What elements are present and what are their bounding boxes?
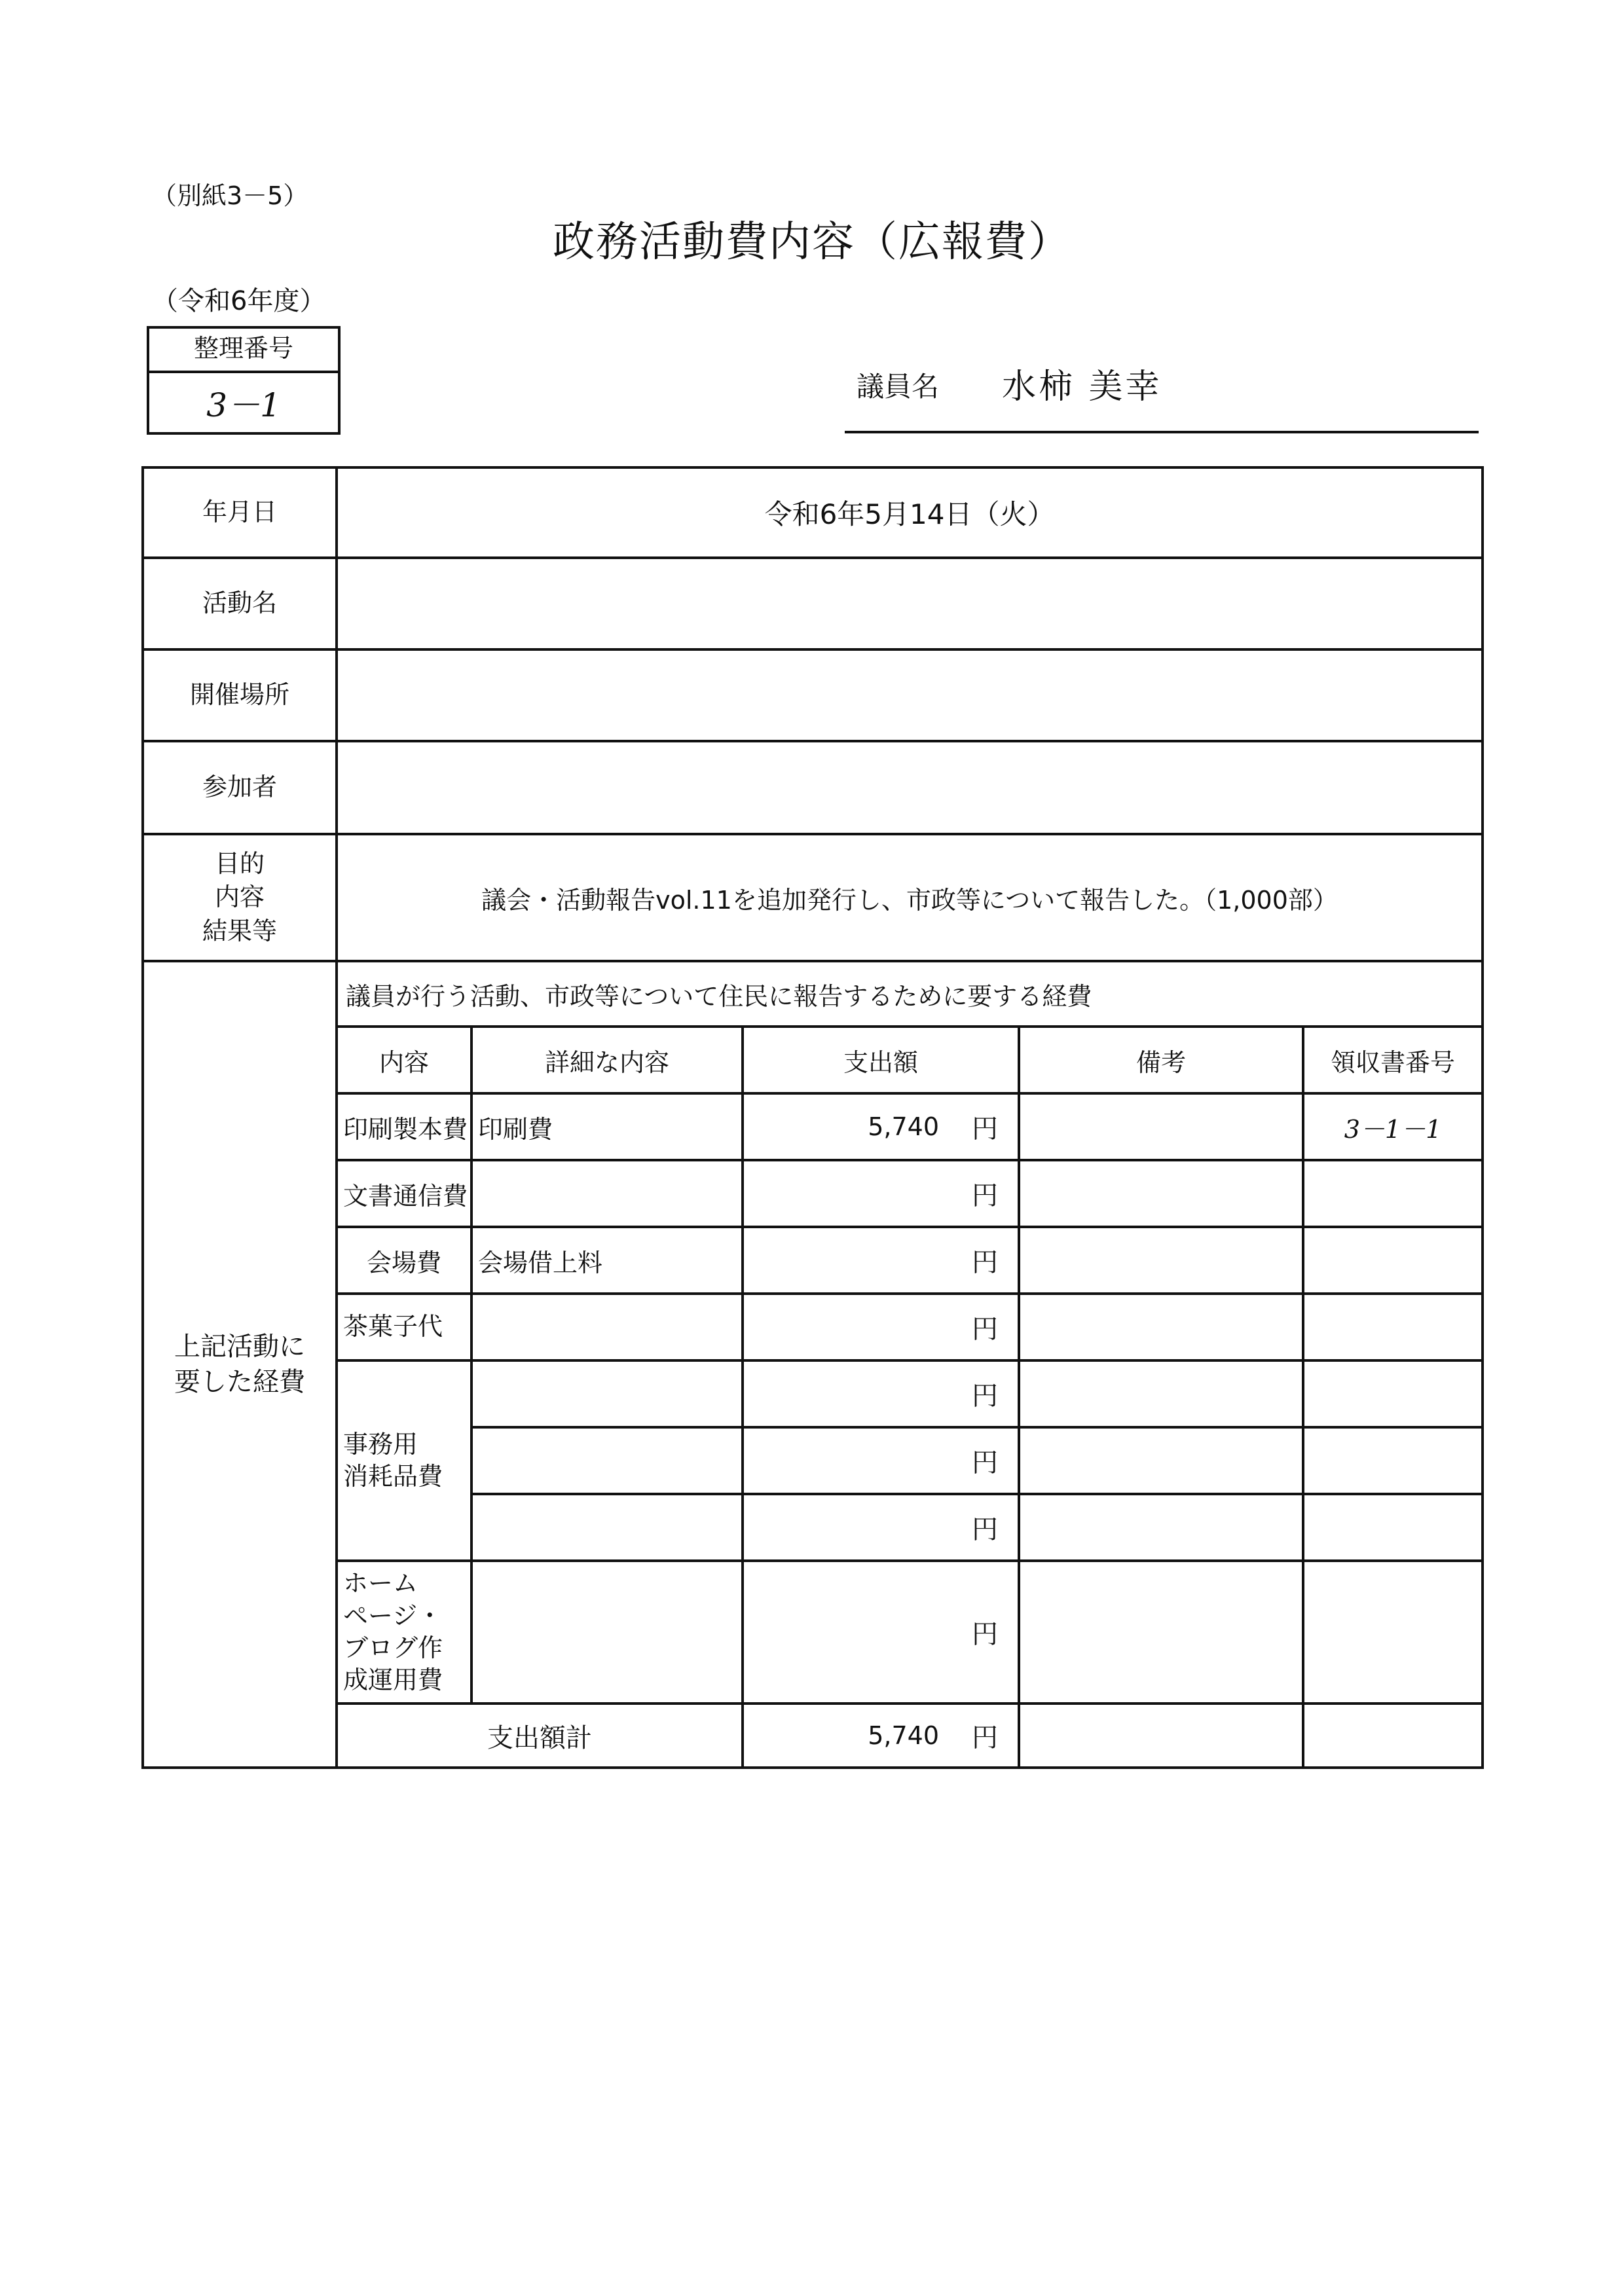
expense-amount: [743, 1093, 1019, 1160]
purpose-label-line-2: 内容: [214, 883, 265, 912]
expense-row: [143, 1160, 1483, 1227]
seiri-number-value: 3－1: [206, 386, 281, 424]
purpose-label-line-3: 結果等: [202, 916, 277, 945]
purpose-value: 議会・活動報告vol.11を追加発行し、市政等について報告した。（1,000部）: [337, 834, 1483, 961]
category-line-3: ブログ作: [343, 1633, 443, 1662]
expense-category: 印刷製本費: [337, 1093, 471, 1160]
receipt-number: [1303, 1561, 1483, 1704]
date-value: 令和6年5月14日（火）: [337, 467, 1483, 558]
yen-unit: 円: [972, 1247, 998, 1278]
expense-category: 茶菓子代: [337, 1294, 471, 1360]
category-line-2: 消耗品費: [343, 1462, 443, 1491]
expense-amount: [743, 1494, 1019, 1561]
category-line-2: ページ・: [343, 1601, 443, 1630]
expense-row: [143, 1294, 1483, 1360]
expense-detail: [471, 1561, 743, 1704]
expense-section-label-line-1: 上記活動に: [174, 1332, 305, 1362]
total-amount-value: 5,740: [868, 1721, 939, 1750]
yen-unit: 円: [972, 1619, 998, 1650]
total-remarks: [1019, 1704, 1303, 1768]
expense-description-row: [143, 961, 1483, 1027]
expense-description: 議員が行う活動、市政等について住民に報告するために要する経費: [337, 961, 1483, 1027]
expense-section-label: [143, 961, 337, 1768]
expense-amount: [743, 1427, 1019, 1494]
member-name-underline: [845, 431, 1479, 433]
expense-row: [143, 1360, 1483, 1427]
receipt-number: [1303, 1360, 1483, 1427]
receipt-number: [1303, 1294, 1483, 1360]
expense-category: [337, 1360, 471, 1561]
expense-remarks: [1019, 1360, 1303, 1427]
participants-label: 参加者: [143, 741, 337, 834]
purpose-row: [143, 834, 1483, 961]
fiscal-year: （令和6年度）: [152, 286, 326, 316]
expense-section-label-line-2: 要した経費: [174, 1367, 305, 1397]
header-amount: 支出額: [743, 1027, 1019, 1093]
category-line-1: ホーム: [343, 1569, 418, 1598]
venue-value: [337, 649, 1483, 741]
yen-unit: 円: [972, 1448, 998, 1478]
expense-detail: 会場借上料: [471, 1227, 743, 1294]
yen-unit: 円: [972, 1381, 998, 1412]
expense-row: [143, 1227, 1483, 1294]
expense-amount: [743, 1360, 1019, 1427]
total-row: [143, 1704, 1483, 1768]
expense-remarks: [1019, 1561, 1303, 1704]
date-row: [143, 467, 1483, 558]
expense-header-row: [143, 1027, 1483, 1093]
expense-row: [143, 1093, 1483, 1160]
total-amount: [743, 1704, 1019, 1768]
activity-row: [143, 558, 1483, 649]
expense-category: [337, 1561, 471, 1704]
activity-label: 活動名: [143, 558, 337, 649]
expense-remarks: [1019, 1093, 1303, 1160]
category-line-4: 成運用費: [343, 1666, 443, 1695]
participants-row: [143, 741, 1483, 834]
expense-amount: [743, 1561, 1019, 1704]
participants-value: [337, 741, 1483, 834]
expense-remarks: [1019, 1294, 1303, 1360]
expense-remarks: [1019, 1427, 1303, 1494]
attachment-note: （別紙3－5）: [152, 181, 308, 210]
page-title: 政務活動費内容（広報費）: [553, 218, 1071, 266]
member-name-label: 議員名: [857, 371, 940, 403]
expense-detail: [471, 1360, 743, 1427]
expense-amount: [743, 1294, 1019, 1360]
activity-value: [337, 558, 1483, 649]
member-name: 水柿 美幸: [1002, 367, 1162, 407]
header-content: 内容: [337, 1027, 471, 1093]
activity-expense-form: [141, 466, 1484, 1769]
receipt-number: 3－1－1: [1303, 1093, 1483, 1160]
expense-detail: [471, 1494, 743, 1561]
expense-row: [143, 1561, 1483, 1704]
receipt-number: [1303, 1427, 1483, 1494]
expense-remarks: [1019, 1227, 1303, 1294]
expense-remarks: [1019, 1160, 1303, 1227]
purpose-label: [143, 834, 337, 961]
yen-unit: 円: [972, 1722, 998, 1753]
expense-amount: [743, 1160, 1019, 1227]
expense-category: 文書通信費: [337, 1160, 471, 1227]
amount-value: 5,740: [868, 1112, 939, 1141]
expense-detail: [471, 1294, 743, 1360]
expense-detail: [471, 1427, 743, 1494]
receipt-number: [1303, 1494, 1483, 1561]
header-receipt: 領収書番号: [1303, 1027, 1483, 1093]
seiri-number-box: [147, 326, 341, 435]
expense-remarks: [1019, 1494, 1303, 1561]
total-label: 支出額計: [337, 1704, 743, 1768]
yen-unit: 円: [972, 1514, 998, 1545]
header-detail: 詳細な内容: [471, 1027, 743, 1093]
expense-amount: [743, 1227, 1019, 1294]
total-receipt: [1303, 1704, 1483, 1768]
receipt-number: [1303, 1160, 1483, 1227]
expense-detail: 印刷費: [471, 1093, 743, 1160]
yen-unit: 円: [972, 1314, 998, 1345]
expense-category: 会場費: [337, 1227, 471, 1294]
yen-unit: 円: [972, 1114, 998, 1144]
category-line-1: 事務用: [343, 1429, 418, 1459]
receipt-number: [1303, 1227, 1483, 1294]
yen-unit: 円: [972, 1180, 998, 1211]
seiri-number-label: 整理番号: [149, 329, 338, 373]
venue-row: [143, 649, 1483, 741]
header-remarks: 備考: [1019, 1027, 1303, 1093]
date-label: 年月日: [143, 467, 337, 558]
expense-detail: [471, 1160, 743, 1227]
purpose-label-line-1: 目的: [214, 849, 265, 879]
venue-label: 開催場所: [143, 649, 337, 741]
